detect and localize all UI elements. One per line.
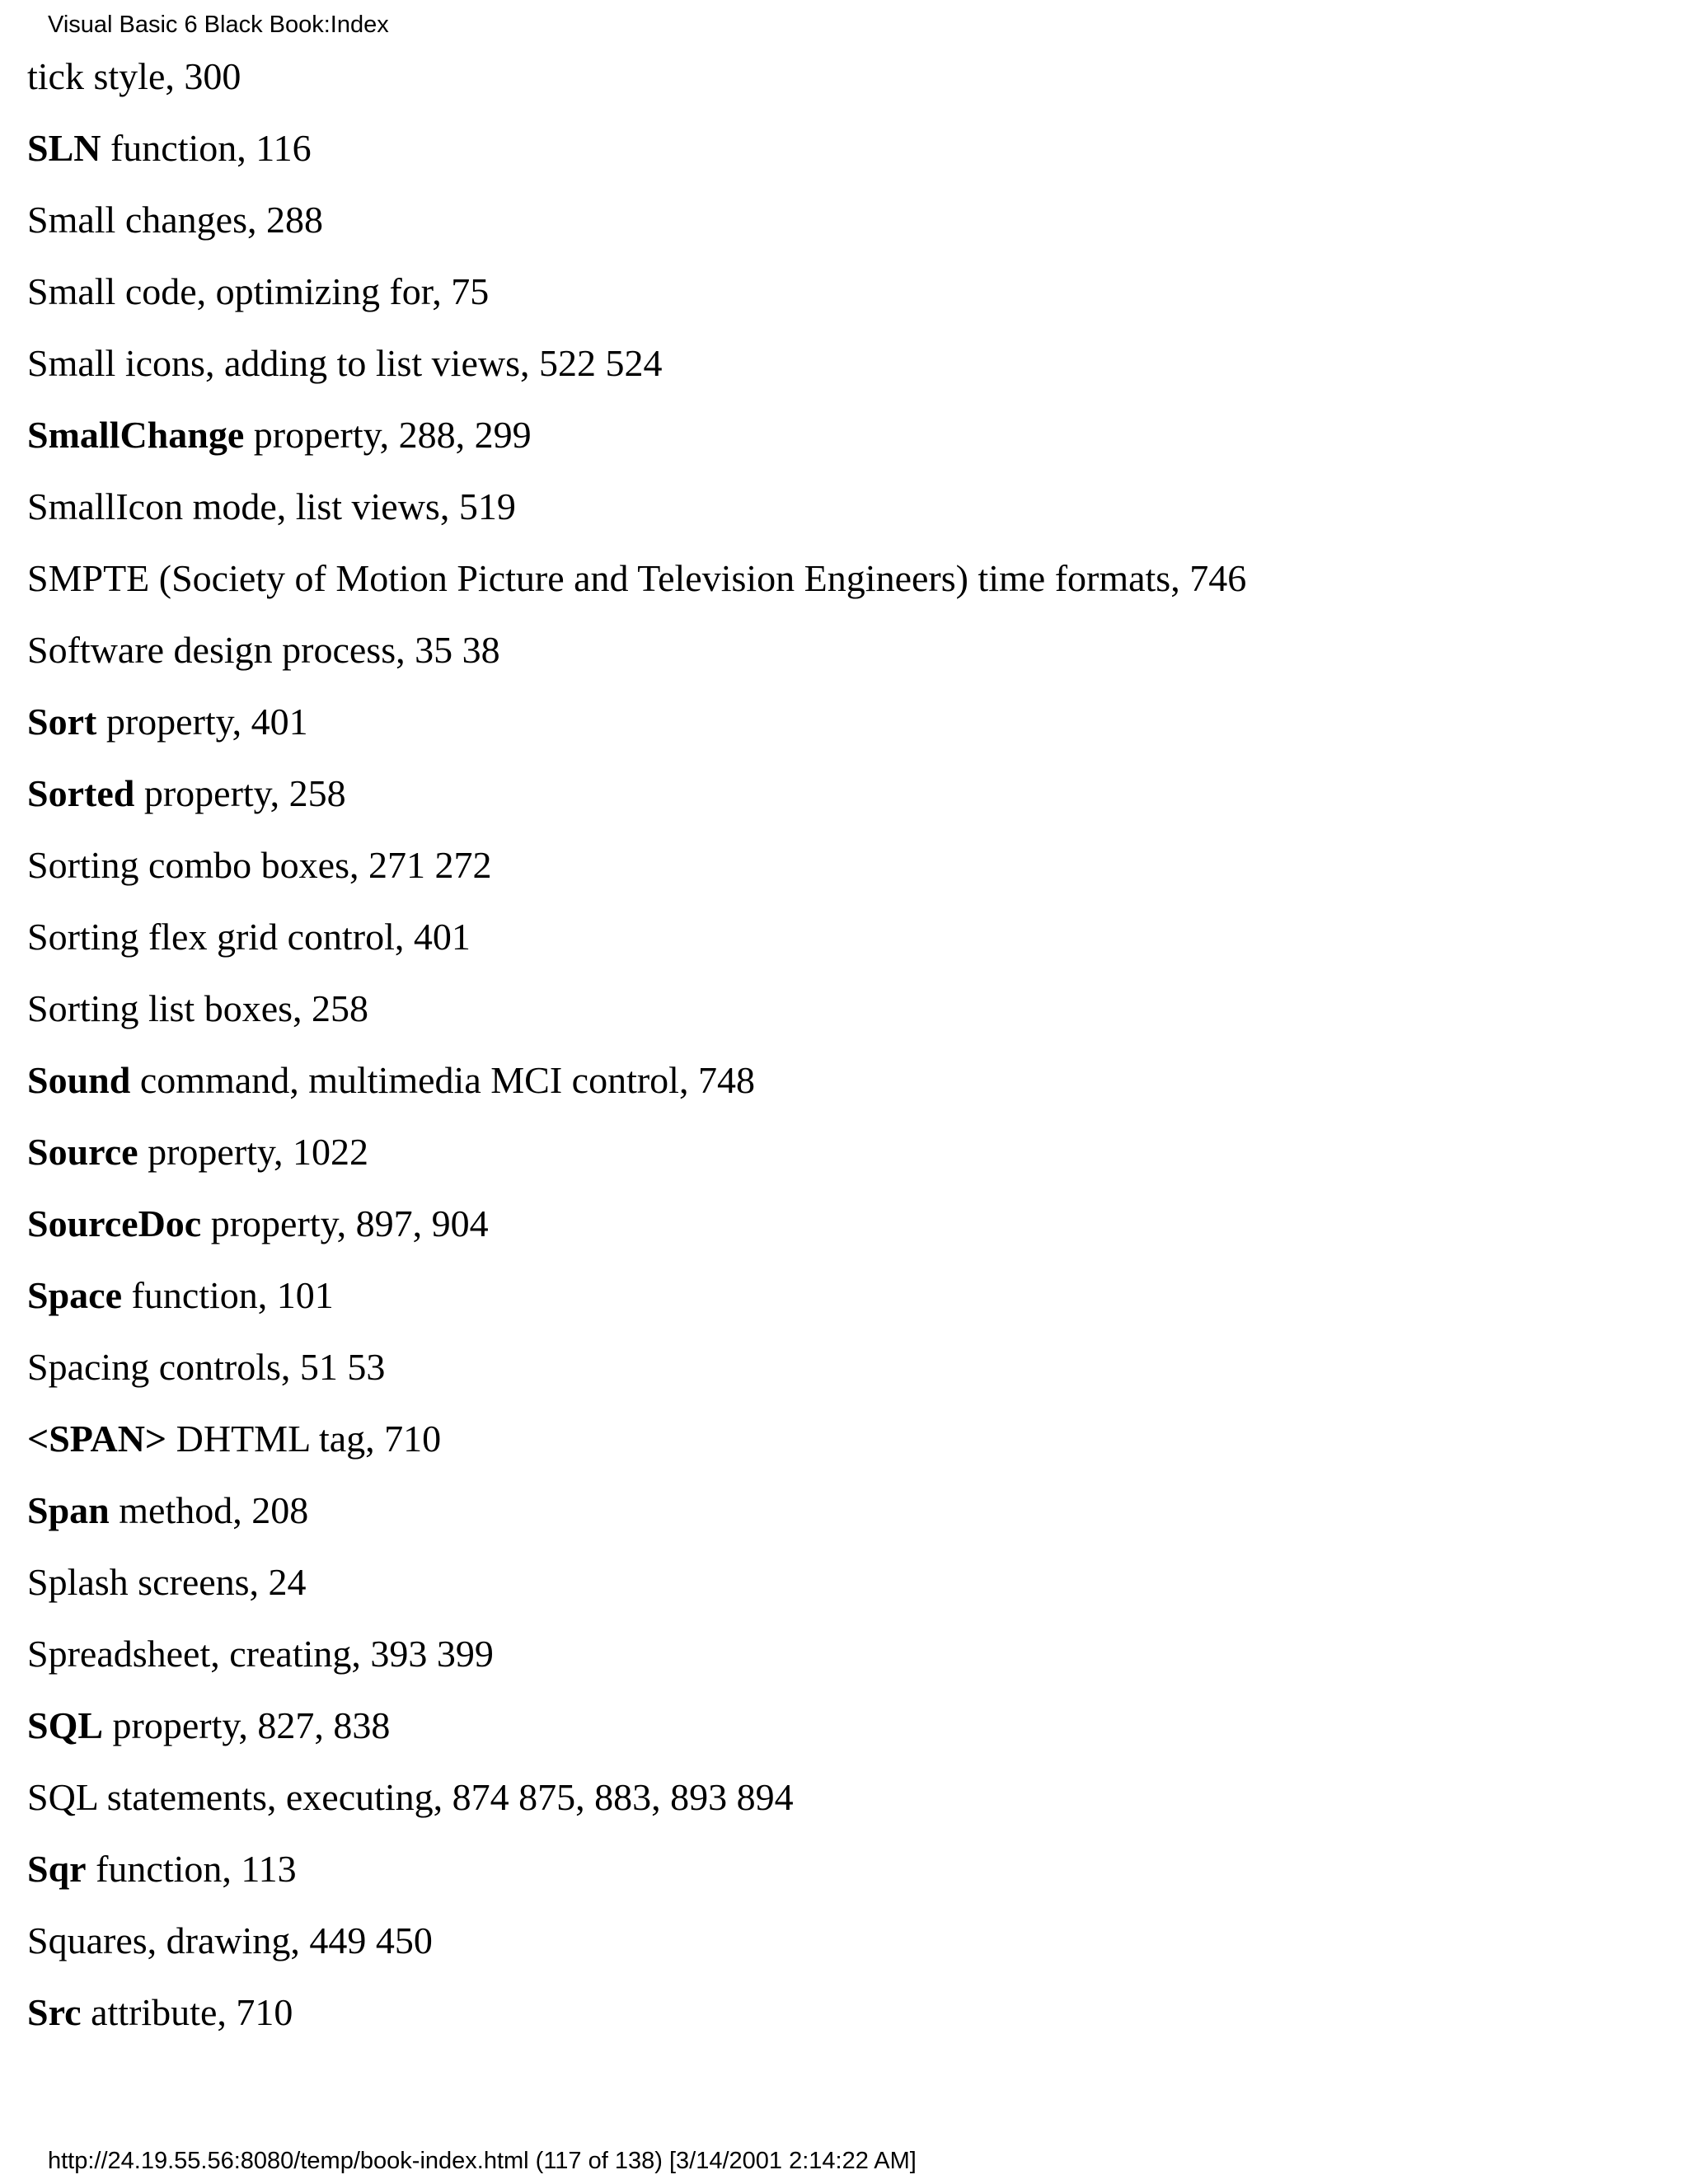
index-entry bbox=[27, 1981, 1246, 2053]
index-entry-text: SQL statements, executing, 874 875, 883, 893 894 bbox=[27, 1776, 794, 1818]
index-entry bbox=[27, 404, 1246, 476]
index-entry bbox=[27, 1551, 1246, 1623]
index-entry-text: Sorting flex grid control, 401 bbox=[27, 916, 471, 958]
index-entry-text: Small icons, adding to list views, 522 524 bbox=[27, 342, 663, 384]
index-entry-text: Sorting combo boxes, 271 272 bbox=[27, 844, 492, 886]
index-entry-text: Squares, drawing, 449 450 bbox=[27, 1919, 433, 1961]
index-entry-text: function, 101 bbox=[122, 1274, 334, 1316]
page-header-title: Visual Basic 6 Black Book:Index bbox=[48, 12, 389, 38]
index-entry-text: Spacing controls, 51 53 bbox=[27, 1346, 386, 1388]
index-entry bbox=[27, 619, 1246, 691]
index-entry-text: command, multimedia MCI control, 748 bbox=[130, 1059, 755, 1101]
index-term: SmallChange bbox=[27, 414, 245, 456]
index-entry bbox=[27, 1193, 1246, 1264]
index-entry bbox=[27, 260, 1246, 332]
index-entry-text: DHTML tag, 710 bbox=[166, 1418, 442, 1460]
index-entry-text: property, 827, 838 bbox=[103, 1704, 391, 1746]
index-term: Sqr bbox=[27, 1848, 87, 1890]
index-entry bbox=[27, 117, 1246, 189]
index-entry-list bbox=[27, 45, 1246, 2053]
index-entry bbox=[27, 1766, 1246, 1838]
index-entry-text: Small changes, 288 bbox=[27, 199, 323, 241]
index-entry bbox=[27, 1336, 1246, 1408]
index-entry-text: property, 897, 904 bbox=[201, 1202, 489, 1244]
index-term: SLN bbox=[27, 127, 101, 169]
index-term: Sound bbox=[27, 1059, 131, 1101]
index-entry-text: Splash screens, 24 bbox=[27, 1561, 307, 1603]
index-entry bbox=[27, 1838, 1246, 1910]
index-entry-text: property, 1022 bbox=[138, 1131, 368, 1173]
page-footer-url: http://24.19.55.56:8080/temp/book-index.html (117 of 138) [3/14/2001 2:14:22 AM] bbox=[48, 2148, 917, 2174]
index-entry-text: Sorting list boxes, 258 bbox=[27, 987, 369, 1029]
index-term: SQL bbox=[27, 1704, 104, 1746]
index-term: <SPAN> bbox=[27, 1418, 167, 1460]
index-entry-text: function, 116 bbox=[101, 127, 312, 169]
index-entry-text: function, 113 bbox=[86, 1848, 297, 1890]
index-entry bbox=[27, 977, 1246, 1049]
index-entry bbox=[27, 762, 1246, 834]
index-entry-text: tick style, 300 bbox=[27, 55, 241, 97]
index-entry bbox=[27, 1408, 1246, 1479]
index-entry-text: property, 288, 299 bbox=[244, 414, 532, 456]
index-entry bbox=[27, 1121, 1246, 1193]
index-entry bbox=[27, 1910, 1246, 1981]
index-entry-text: Software design process, 35 38 bbox=[27, 629, 500, 671]
index-entry bbox=[27, 834, 1246, 906]
index-entry bbox=[27, 332, 1246, 404]
index-entry-text: property, 401 bbox=[96, 701, 308, 743]
index-entry bbox=[27, 189, 1246, 260]
index-term: Sorted bbox=[27, 772, 135, 814]
index-term: Source bbox=[27, 1131, 138, 1173]
index-entry-text: SMPTE (Society of Motion Picture and Television Engineers) time formats, 746 bbox=[27, 557, 1247, 599]
index-entry bbox=[27, 476, 1246, 547]
index-term: Src bbox=[27, 1991, 82, 2033]
index-entry bbox=[27, 1479, 1246, 1551]
index-entry bbox=[27, 691, 1246, 762]
index-entry bbox=[27, 45, 1246, 117]
index-entry-text: Small code, optimizing for, 75 bbox=[27, 270, 490, 312]
index-entry-text: Spreadsheet, creating, 393 399 bbox=[27, 1633, 494, 1675]
index-entry bbox=[27, 906, 1246, 977]
index-entry-text: attribute, 710 bbox=[81, 1991, 293, 2033]
index-term: Span bbox=[27, 1489, 110, 1531]
index-term: Sort bbox=[27, 701, 97, 743]
index-entry bbox=[27, 547, 1246, 619]
index-entry bbox=[27, 1264, 1246, 1336]
index-entry bbox=[27, 1049, 1246, 1121]
index-entry-text: method, 208 bbox=[109, 1489, 309, 1531]
index-term: Space bbox=[27, 1274, 122, 1316]
index-entry-text: property, 258 bbox=[134, 772, 346, 814]
index-entry-text: SmallIcon mode, list views, 519 bbox=[27, 485, 516, 527]
index-entry bbox=[27, 1694, 1246, 1766]
index-term: SourceDoc bbox=[27, 1202, 202, 1244]
index-entry bbox=[27, 1623, 1246, 1694]
